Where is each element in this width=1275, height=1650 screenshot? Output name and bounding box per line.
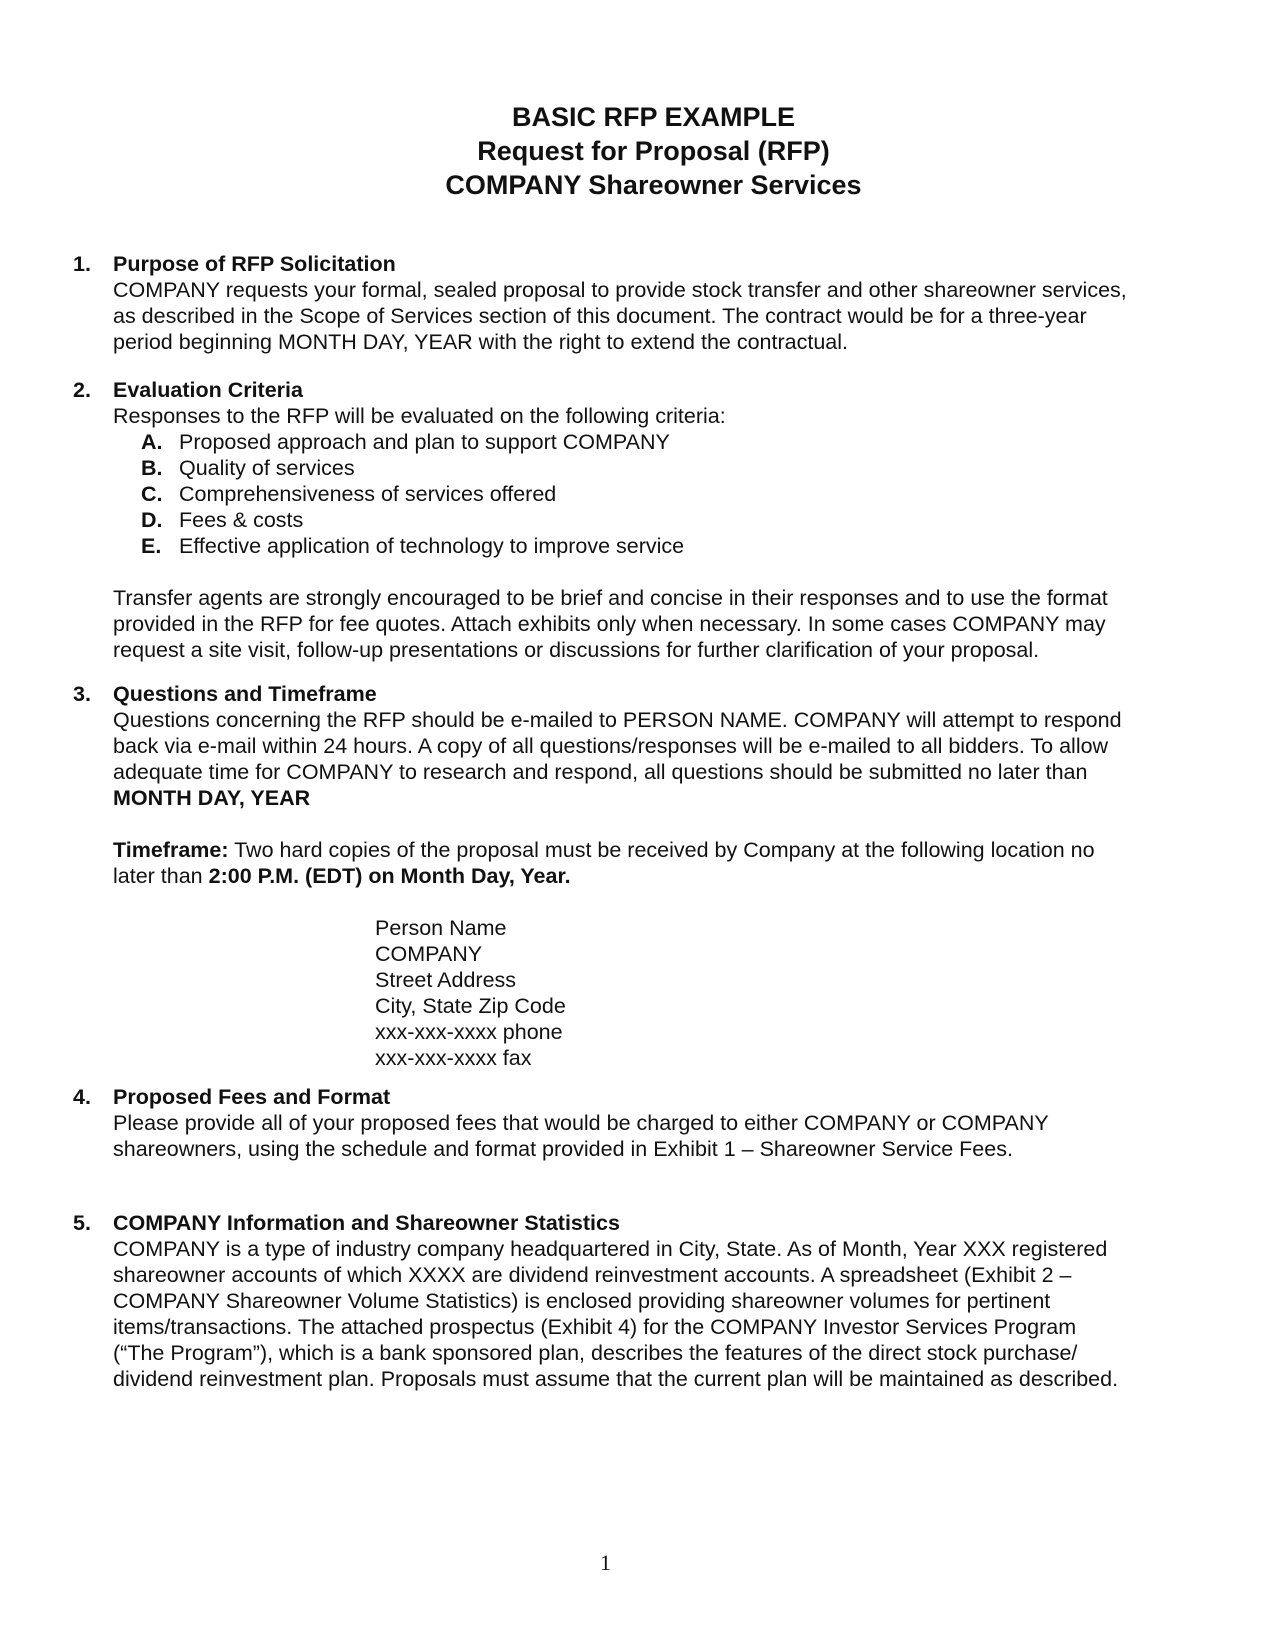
list-item [113,533,1203,559]
list-item-text: Effective application of technology to improve service [179,534,685,558]
list-item-text: Proposed approach and plan to support COMPANY [179,430,670,454]
mailing-address [375,915,1203,1071]
section-heading: COMPANY Information and Shareowner Statistics [113,1211,620,1235]
address-line: xxx-xxx-xxxx fax [375,1046,532,1070]
section-number: 1. [73,252,91,276]
paragraph-line: COMPANY requests your formal, sealed proposal to provide stock transfer and other shareowner services, [113,278,1127,302]
list-letter: E. [141,534,162,558]
paragraph-line: request a site visit, follow-up presentations or discussions for further clarification of your proposal. [113,638,1040,662]
page-number: 1 [600,1550,611,1575]
paragraph-line: dividend reinvestment plan. Proposals must assume that the current plan will be maintained as described. [113,1367,1119,1391]
section-number: 2. [73,378,91,402]
paragraph-line: (“The Program”), which is a bank sponsored plan, describes the features of the direct stock purchase/ [113,1341,1078,1365]
paragraph-line: as described in the Scope of Services section of this document. The contract would be for a three-year [113,304,1087,328]
list-letter: B. [141,456,163,480]
section-number: 5. [73,1211,91,1235]
paragraph-line: COMPANY is a type of industry company headquartered in City, State. As of Month, Year XXX registered [113,1237,1108,1261]
list-item-text: Comprehensiveness of services offered [179,482,557,506]
address-line: Person Name [375,916,507,940]
title-line-2: Request for Proposal (RFP) [477,136,830,166]
section-heading: Questions and Timeframe [113,682,377,706]
list-item [113,455,1203,481]
paragraph-line: COMPANY Shareowner Volume Statistics) is enclosed providing shareowner volumes for pertinent [113,1289,1051,1313]
timeframe-line-1 [113,837,1203,863]
timeframe-deadline: 2:00 P.M. (EDT) on Month Day, Year. [208,864,571,888]
section-number: 4. [73,1085,91,1109]
list-item-text: Quality of services [179,456,355,480]
paragraph-line: Questions concerning the RFP should be e-mailed to PERSON NAME. COMPANY will attempt to respond [113,708,1122,732]
list-item [113,481,1203,507]
paragraph-line: shareowners, using the schedule and format provided in Exhibit 1 – Shareowner Service Fees. [113,1137,1013,1161]
document-title [0,100,1275,202]
paragraph-line: Please provide all of your proposed fees that would be charged to either COMPANY or COMPANY [113,1111,1049,1135]
timeframe-text: Two hard copies of the proposal must be received by Company at the following location no [228,838,1095,862]
title-line-1: BASIC RFP EXAMPLE [511,102,796,132]
list-item-text: Fees & costs [179,508,304,532]
list-letter: D. [141,508,163,532]
timeframe-line-2 [113,863,1203,889]
deadline-date: MONTH DAY, YEAR [113,786,311,810]
list-item [113,429,1203,455]
section-heading: Proposed Fees and Format [113,1085,391,1109]
paragraph-line: period beginning MONTH DAY, YEAR with the right to extend the contractual. [113,330,848,354]
paragraph-line: adequate time for COMPANY to research and respond, all questions should be submitted no later than [113,760,1088,784]
criteria-intro: Responses to the RFP will be evaluated on the following criteria: [113,404,726,428]
address-line: xxx-xxx-xxxx phone [375,1020,563,1044]
paragraph-line: back via e-mail within 24 hours. A copy of all questions/responses will be e-mailed to all bidders. To allow [113,734,1109,758]
timeframe-label: Timeframe: [113,838,229,862]
address-line: City, State Zip Code [375,994,566,1018]
timeframe-prefix: later than [113,864,209,888]
section-number: 3. [73,682,91,706]
section-heading: Purpose of RFP Solicitation [113,252,396,276]
address-line: Street Address [375,968,517,992]
criteria-list [113,429,1203,559]
paragraph-line: provided in the RFP for fee quotes. Attach exhibits only when necessary. In some cases COMPANY may [113,612,1106,636]
paragraph-line: items/transactions. The attached prospectus (Exhibit 4) for the COMPANY Investor Services Program [113,1315,1077,1339]
list-letter: C. [141,482,163,506]
address-line: COMPANY [375,942,483,966]
section-heading: Evaluation Criteria [113,378,303,402]
paragraph-line: shareowner accounts of which XXXX are dividend reinvestment accounts. A spreadsheet (Exhibit 2 – [113,1263,1072,1287]
title-line-3: COMPANY Shareowner Services [445,170,862,200]
paragraph-line: Transfer agents are strongly encouraged to be brief and concise in their responses and to use the format [113,586,1108,610]
list-item [113,507,1203,533]
list-letter: A. [141,430,163,454]
